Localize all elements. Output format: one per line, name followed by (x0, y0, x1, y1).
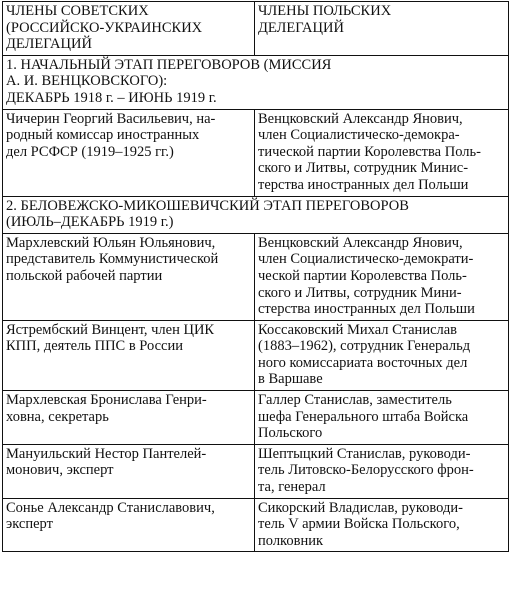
header-soviet-line: ЧЛЕНЫ СОВЕТСКИХ (6, 3, 149, 19)
table-row (3, 233, 509, 320)
section-title-line: А. И. ВЕНЦКОВСКОГО): (6, 73, 168, 90)
soviet-member-line: Ястрембский Винцент, член ЦИК (6, 321, 215, 338)
polish-member-line: (1883–1962), сотрудник Генеральд (258, 338, 471, 355)
section-title-line: 1. НАЧАЛЬНЫЙ ЭТАП ПЕРЕГОВОРОВ (МИССИЯ (6, 56, 332, 73)
section-title-row (3, 55, 509, 109)
polish-member-line: Польского (258, 425, 323, 442)
polish-member-line: член Социалистическо-демокра- (258, 127, 460, 144)
section-title-cell (3, 55, 509, 109)
polish-member-cell (255, 320, 509, 390)
header-soviet-line: ДЕЛЕГАЦИЙ (6, 36, 92, 53)
section-title-line: 2. БЕЛОВЕЖСКО-МИКОШЕВИЧСКИЙ ЭТАП ПЕРЕГОВОРОВ (6, 197, 409, 214)
polish-member-line: Венцковский Александр Янович, (258, 234, 463, 251)
delegations-table (2, 1, 509, 552)
polish-member-cell (255, 233, 509, 320)
section-title-line: ДЕКАБРЬ 1918 г. – ИЮНЬ 1919 г. (6, 89, 217, 106)
polish-member-line: член Социалистическо-демократи- (258, 251, 474, 268)
section-title-cell (3, 196, 509, 233)
header-row (3, 2, 509, 56)
polish-member-line: в Варшаве (258, 371, 323, 388)
polish-member-cell (255, 444, 509, 498)
table-row (3, 109, 509, 196)
polish-member-line: ного комиссариата восточных дел (258, 354, 468, 371)
polish-member-cell (255, 109, 509, 196)
header-soviet-line: (РОССИЙСКО-УКРАИНСКИХ (6, 19, 203, 36)
polish-member-line: Венцковский Александр Янович, (258, 110, 463, 127)
soviet-member-line: монович, эксперт (6, 462, 114, 479)
soviet-member-line: родный комиссар иностранных (6, 127, 200, 144)
soviet-member-line: Сонье Александр Станиславович, (6, 499, 215, 516)
soviet-member-cell (3, 320, 255, 390)
table-row (3, 391, 509, 445)
soviet-member-cell (3, 109, 255, 196)
table-row (3, 498, 509, 552)
polish-member-line: Сикорский Владислав, руководи- (258, 499, 463, 516)
soviet-member-line: ховна, секретарь (6, 408, 109, 425)
soviet-member-line: эксперт (6, 516, 53, 533)
polish-member-line: Галлер Станислав, заместитель (258, 392, 452, 409)
soviet-member-line: Мануильский Нестор Пантелей- (6, 445, 207, 462)
polish-member-line: тель Литовско-Белорусского фрон- (258, 462, 474, 479)
polish-member-line: ческой партии Королевства Поль- (258, 267, 467, 284)
header-polish-line: ДЕЛЕГАЦИЙ (258, 19, 344, 36)
soviet-member-cell (3, 498, 255, 552)
soviet-member-line: КПП, деятель ППС в России (6, 338, 184, 355)
table-row (3, 320, 509, 390)
soviet-member-line: Мархлевский Юльян Юльянович, (6, 234, 216, 251)
polish-member-cell (255, 391, 509, 445)
polish-member-line: ского и Литвы, сотрудник Мини- (258, 284, 462, 301)
header-soviet-cell (3, 2, 255, 56)
soviet-member-line: дел РСФСР (1919–1925 гг.) (6, 143, 174, 160)
polish-member-line: терства иностранных дел Польши (258, 176, 469, 193)
polish-member-line: шефа Генерального штаба Войска (258, 408, 469, 425)
soviet-member-cell (3, 233, 255, 320)
soviet-member-cell (3, 444, 255, 498)
soviet-member-line: представитель Коммунистической (6, 251, 219, 268)
polish-member-line: полковник (258, 532, 324, 549)
polish-member-cell (255, 498, 509, 552)
polish-member-line: та, генерал (258, 479, 326, 496)
soviet-member-cell (3, 391, 255, 445)
header-polish-line: ЧЛЕНЫ ПОЛЬСКИХ (258, 3, 392, 19)
soviet-member-line: Мархлевская Бронислава Генри- (6, 392, 207, 409)
header-polish-cell (255, 2, 509, 56)
soviet-member-line: Чичерин Георгий Васильевич, на- (6, 110, 216, 127)
polish-member-line: тической партии Королевства Поль- (258, 143, 481, 160)
polish-member-line: стерства иностранных дел Польши (258, 301, 475, 318)
polish-member-line: Шептыцкий Станислав, руководи- (258, 445, 471, 462)
polish-member-line: тель V армии Войска Польского, (258, 516, 460, 533)
polish-member-line: ского и Литвы, сотрудник Минис- (258, 160, 469, 177)
polish-member-line: Коссаковский Михал Станислав (258, 321, 458, 338)
section-title-line: (ИЮЛЬ–ДЕКАБРЬ 1919 г.) (6, 214, 174, 231)
table-body (3, 2, 509, 552)
section-title-row (3, 196, 509, 233)
table-row (3, 444, 509, 498)
soviet-member-line: польской рабочей партии (6, 267, 163, 284)
